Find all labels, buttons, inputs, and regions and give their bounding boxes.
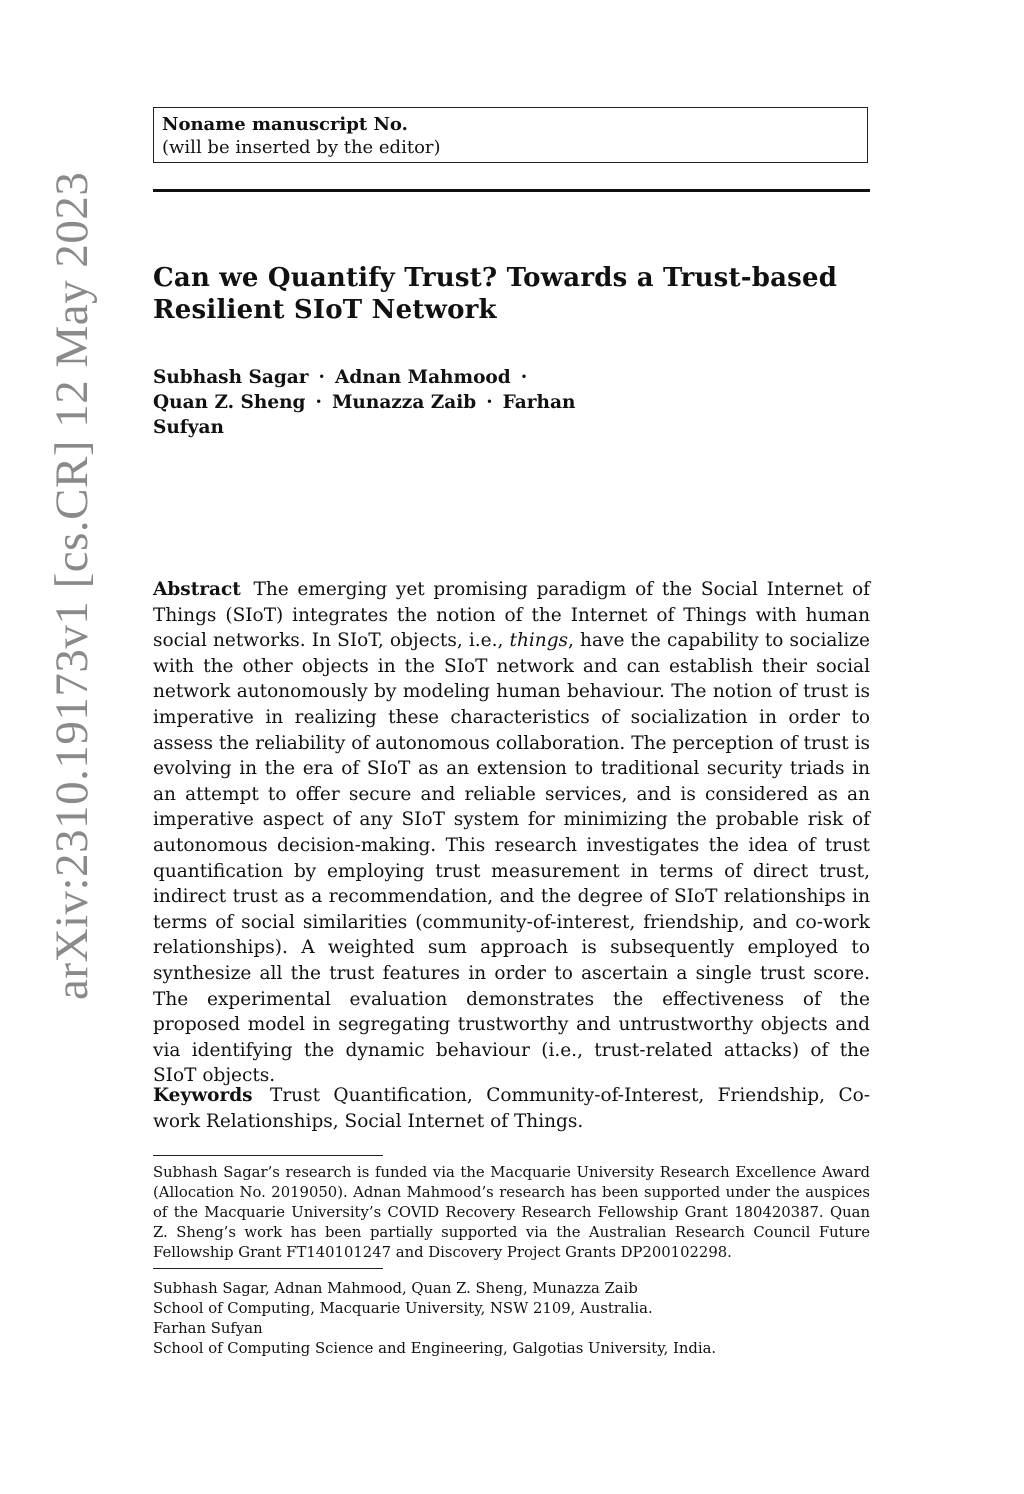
keywords-label: Keywords [153,1085,253,1106]
affiliation-line: School of Computing Science and Engineering, Galgotias University, India. [153,1340,717,1357]
abstract-text-rest: , have the capability to socialize with the other objects in the SIoT network and can establish their social network autonomously by modeling human behaviour. The notion of trust is imperative in realizing these characteristics of socialization in order to assess the reliability of autonomous collaboration. The perception of trust is evolving in the era of SIoT as an extension to traditional security triads in an attempt to offer secure and reliable services, and is considered as an imperative aspect of any SIoT system for minimizing the probable risk of autonomous decision-making. This research investigates the idea of trust quantification by employing trust measurement in terms of direct trust, indirect trust as a recommendation, and the degree of SIoT relationships in terms of social similarities (community-of-interest, friendship, and co-work relationships). A weighted sum approach is subsequently employed to synthesize all the trust features in order to ascertain a single trust score. The experimental evaluation demonstrates the effectiveness of the proposed model in segregating trustworthy and untrustworthy objects and via identifying the dynamic behaviour (i.e., trust-related attacks) of the SIoT objects. [153,630,870,1087]
header-rule [153,189,870,192]
author-line-1 [153,365,868,390]
affiliation-line: Farhan Sufyan [153,1320,263,1337]
affiliations [153,1279,870,1359]
author-list [153,365,868,440]
author-name: Munazza Zaib [331,392,477,413]
funding-footnote: Subhash Sagar’s research is funded via the Macquarie University Research Excellence Award (Allocation No. 2019050). Adnan Mahmood’s research has been supported under the auspices of the Macquarie University’s COVID Recovery Research Fellowship Grant 180420387. Quan Z. Sheng’s work has been partially supported via the Australian Research Council Future Fellowship Grant FT140101247 and Discovery Project Grants DP200102298. [153,1164,870,1261]
author-name: Farhan [502,392,576,413]
affiliation-line: Subhash Sagar, Adnan Mahmood, Quan Z. Sheng, Munazza Zaib [153,1280,638,1297]
abstract-label: Abstract [153,579,241,600]
arxiv-stamp: arXiv:2310.19173v1 [cs.CR] 12 May 2023 [46,171,98,1000]
keywords [153,1083,870,1134]
abstract [153,577,870,1089]
footnote-rule-affiliations [153,1268,383,1269]
author-name: Adnan Mahmood [334,367,511,388]
author-name: Subhash Sagar [153,367,309,388]
abstract-italic-term: things [509,630,569,652]
editor-box [153,107,868,163]
author-separator: · [315,392,322,413]
abstract-text-start: The emerging yet promising paradigm of the Social Internet of Things (SIoT) integrates the notion of the Internet of Things with human social networks. In SIoT, objects, i.e., [153,579,870,652]
author-separator: · [318,367,325,388]
author-line-2 [153,390,868,415]
author-line-3: Sufyan [153,417,224,438]
footnote-rule [153,1155,383,1156]
author-separator: · [520,367,528,388]
paper-title [153,262,868,326]
keywords-text: Trust Quantification, Community-of-Interest, Friendship, Co-work Relationships, Social Internet of Things. [153,1085,870,1132]
title-line-1: Can we Quantify Trust? Towards a Trust-based [153,263,838,293]
author-separator: · [486,392,493,413]
affiliation-line: School of Computing, Macquarie University, NSW 2109, Australia. [153,1300,653,1317]
title-line-2: Resilient SIoT Network [153,295,497,325]
editor-note: (will be inserted by the editor) [162,137,441,158]
manuscript-label: Noname manuscript No. [162,114,408,135]
author-name: Quan Z. Sheng [153,392,306,413]
